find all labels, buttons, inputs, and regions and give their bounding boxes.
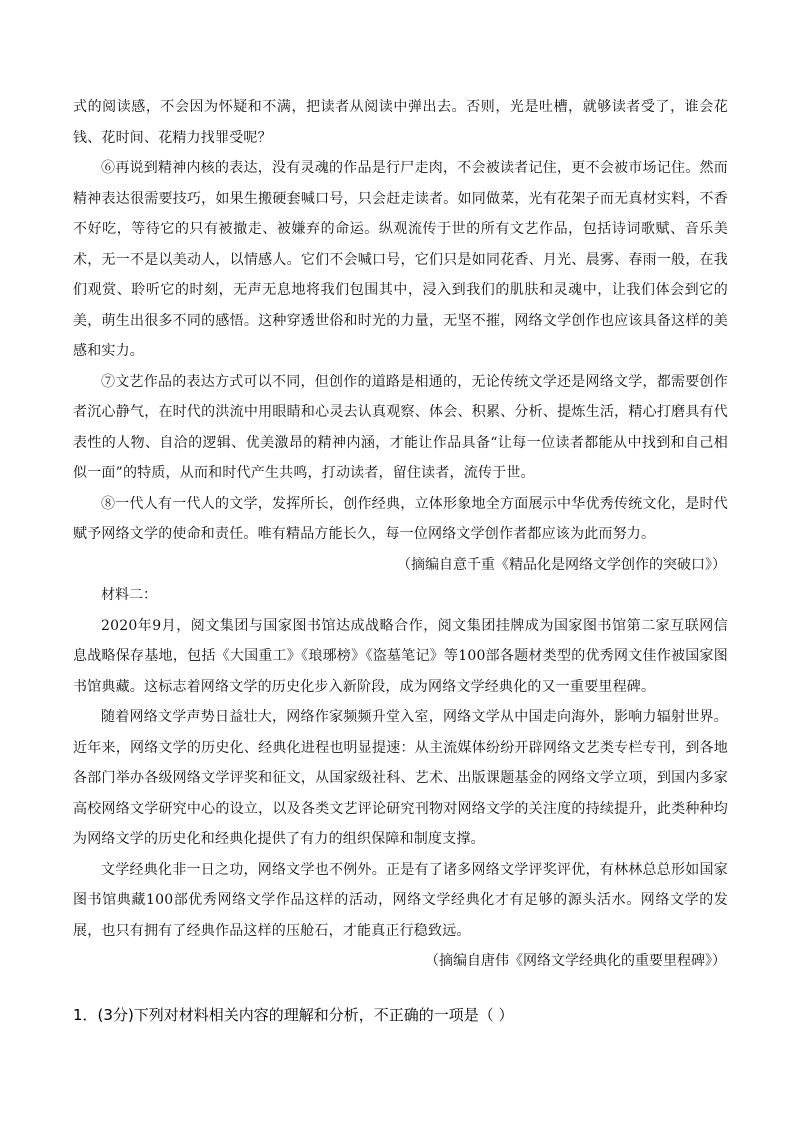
material2-label: 材料二： <box>101 587 157 603</box>
material1-source: （摘编自意千重《精品化是网络文学创作的突破口》） <box>397 556 726 573</box>
paragraph-6: ⑥再说到精神内核的表达，没有灵魂的作品是行尸走肉，不会被读者记住，更不会被市场记住。然而精神表达很需要技巧，如果生搬硬套喊口号，只会赶走读者。如同做菜，光有花架子而无真材实料，不香不好吃，等待它的只有被撤走、被嫌弃的命运。纵观流传于世的所有文艺作品，包括诗词歌赋、音乐美术，无一不是以美动人，以情感人。它们不会喊口号，它们只是如同花香、月光、晨雾、春雨一般，在我们观赏、聆听它的时刻，无声无息地将我们包围其中，浸入到我们的肌肤和灵魂中，让我们体会到它的美，萌生出很多不同的感悟。这种穿透世俗和时光的力量，无坚不摧，网络文学创作也应该具备这样的美感和实力。 <box>73 160 728 359</box>
paragraph-7: ⑦文艺作品的表达方式可以不同，但创作的道路是相通的，无论传统文学还是网络文学，都需要创作者沉心静气，在时代的洪流中用眼睛和心灵去认真观察、体会、积累、分析、提炼生活，精心打磨具有代表性的人物、自洽的逻辑、优美激昂的精神内涵，才能让作品具备“让每一位读者都能从中找到和自己相似一面”的特质，从而和时代产生共鸣，打动读者，留住读者，流传于世。 <box>73 373 728 481</box>
document-body <box>73 92 728 977</box>
question-1: 1．(3分)下列对材料相关内容的理解和分析，不正确的一项是（ ） <box>73 1006 514 1024</box>
material2-source: （摘编自唐伟《网络文学经典化的重要里程碑》） <box>425 953 726 969</box>
material2-paragraph-1: 2020年9月，阅文集团与国家图书馆达成战略合作，阅文集团挂牌成为国家图书馆第二家互联网信息战略保存基地，包括《大国重工》《琅琊榜》《盗墓笔记》等100部各题材类型的优秀网文佳作被国家图书馆典藏。这标志着网络文学的历史化步入新阶段，成为网络文学经典化的又一重要里程碑。 <box>73 617 728 695</box>
paragraph-continued: 式的阅读感，不会因为怀疑和不满，把读者从阅读中弹出去。否则，光是吐槽，就够读者受了，谁会花钱、花时间、花精力找罪受呢？ <box>73 99 728 146</box>
material2-paragraph-2: 随着网络文学声势日益壮大，网络作家频频升堂入室，网络文学从中国走向海外，影响力辐射世界。近年来，网络文学的历史化、经典化进程也明显提速：从主流媒体纷纷开辟网络文艺类专栏专刊，到各地各部门举办各级网络文学评奖和征文，从国家级社科、艺术、出版课题基金的网络文学立项，到国内多家高校网络文学研究中心的设立，以及各类文艺评论研究刊物对网络文学的关注度的持续提升，此类种种均为网络文学的历史化和经典化提供了有力的组织保障和制度支撑。 <box>73 709 728 847</box>
material2-paragraph-3: 文学经典化非一日之功，网络文学也不例外。正是有了诸多网络文学评奖评优，有林林总总形如国家图书馆典藏100部优秀网络文学作品这样的活动，网络文学经典化才有足够的源头活水。网络文学的发展，也只有拥有了经典作品这样的压舱石，才能真正行稳致远。 <box>73 861 728 939</box>
paragraph-8: ⑧一代人有一代人的文学，发挥所长，创作经典，立体形象地全方面展示中华优秀传统文化，是时代赋予网络文学的使命和责任。唯有精品方能长久，每一位网络文学创作者都应该为此而努力。 <box>73 495 728 542</box>
